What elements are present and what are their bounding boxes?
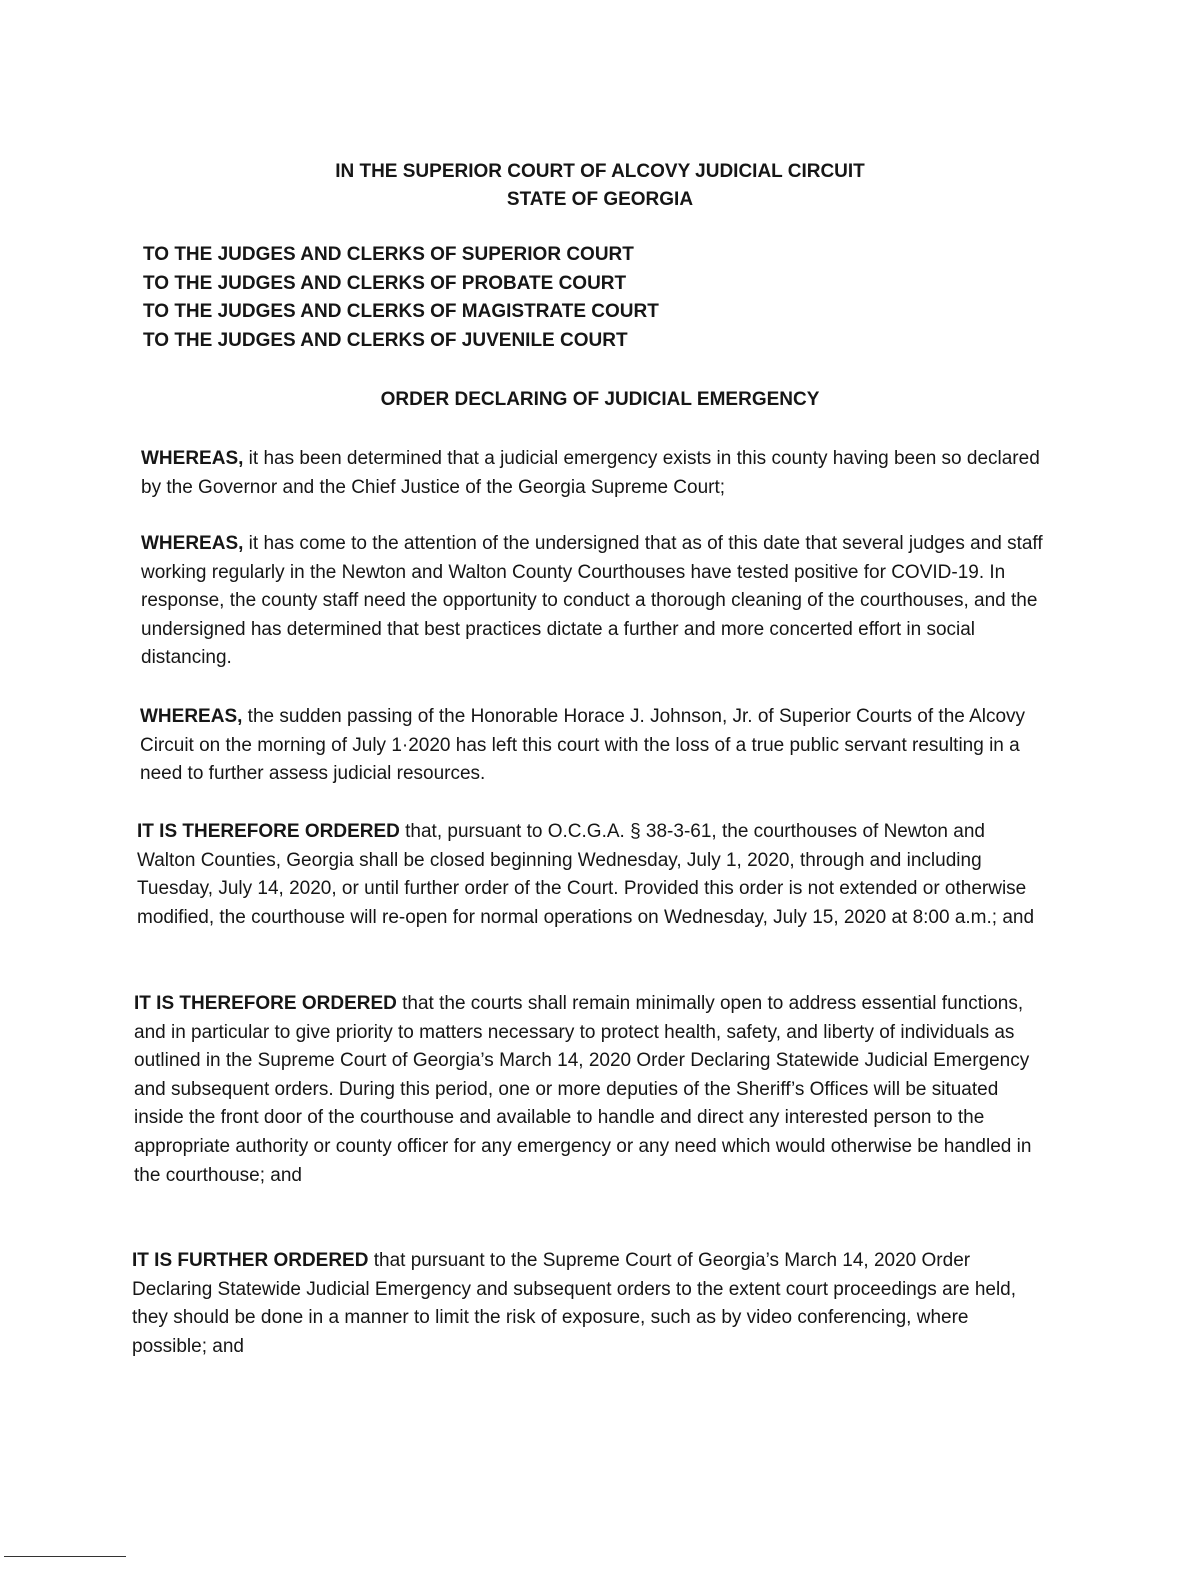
addressee-magistrate-court: TO THE JUDGES AND CLERKS OF MAGISTRATE COURT [143, 301, 659, 322]
whereas-paragraph-passing [140, 703, 1045, 789]
footer-divider [4, 1556, 126, 1557]
paragraph-lead: IT IS THEREFORE ORDERED [134, 993, 397, 1014]
paragraph-lead: WHEREAS, [141, 448, 244, 469]
ordered-paragraph-essential-functions [134, 990, 1039, 1190]
ordered-paragraph-video-conferencing [132, 1247, 1037, 1361]
ordered-paragraph-closure [137, 818, 1042, 932]
paragraph-text: it has come to the attention of the undersigned that as of this date that several judges and staff working regularly in the Newton and Walton County Courthouses have tested positive for COVID-19. In response, the county staff need the opportunity to conduct a thorough cleaning of the courthouses, and the undersigned has determined that best practices dictate a further and more concerted effort in social distancing. [141, 533, 1043, 669]
paragraph-text: that, pursuant to O.C.G.A. § 38-3-61, the courthouses of Newton and Walton Counties, Georgia shall be closed beginning Wednesday, July 1, 2020, through and including Tuesday, July 14, 2020, or until further order of the Court. Provided this order is not extended or otherwise modified, the courthouse will re-open for normal operations on Wednesday, July 15, 2020 at 8:00 a.m.; and [137, 821, 1035, 928]
court-name: IN THE SUPERIOR COURT OF ALCOVY JUDICIAL CIRCUIT [335, 161, 865, 182]
paragraph-text: that pursuant to the Supreme Court of Georgia’s March 14, 2020 Order Declaring Statewide Judicial Emergency and subsequent orders to the extent court proceedings are held, they should be done in a manner to limit the risk of exposure, such as by video conferencing, where possible; and [132, 1250, 1017, 1357]
court-caption [330, 158, 870, 214]
whereas-paragraph-emergency [141, 445, 1046, 502]
addressee-juvenile-court: TO THE JUDGES AND CLERKS OF JUVENILE COURT [143, 329, 628, 351]
paragraph-lead: IT IS FURTHER ORDERED [132, 1250, 369, 1271]
whereas-paragraph-covid [141, 530, 1046, 673]
paragraph-text: it has been determined that a judicial emergency exists in this county having been so declared by the Governor and the Chief Justice of the Georgia Supreme Court; [141, 448, 1040, 498]
paragraph-lead: IT IS THEREFORE ORDERED [137, 821, 400, 842]
addressee-block [143, 241, 843, 355]
paragraph-lead: WHEREAS, [141, 533, 244, 554]
order-title: ORDER DECLARING OF JUDICIAL EMERGENCY [380, 389, 820, 410]
addressee-probate-court: TO THE JUDGES AND CLERKS OF PROBATE COURT [143, 272, 627, 294]
addressee-superior-court: TO THE JUDGES AND CLERKS OF SUPERIOR COURT [143, 244, 634, 265]
paragraph-lead: WHEREAS, [140, 706, 243, 727]
paragraph-text: that the courts shall remain minimally open to address essential functions, and in particular to give priority to matters necessary to protect health, safety, and liberty of individuals as outlined in the Supreme Court of Georgia’s March 14, 2020 Order Declaring Statewide Judicial Emergency and subsequent orders. During this period, one or more deputies of the Sheriff’s Offices will be situated inside the front door of the courthouse and available to handle and direct any interested person to the appropriate authority or county officer for any emergency or any need which would otherwise be handled in the courthouse; and [134, 993, 1032, 1186]
paragraph-text: the sudden passing of the Honorable Horace J. Johnson, Jr. of Superior Courts of the Alcovy Circuit on the morning of July 1·2020 has left this court with the loss of a true public servant resulting in a need to further assess judicial resources. [140, 706, 1026, 785]
state-name: STATE OF GEORGIA [506, 189, 694, 210]
